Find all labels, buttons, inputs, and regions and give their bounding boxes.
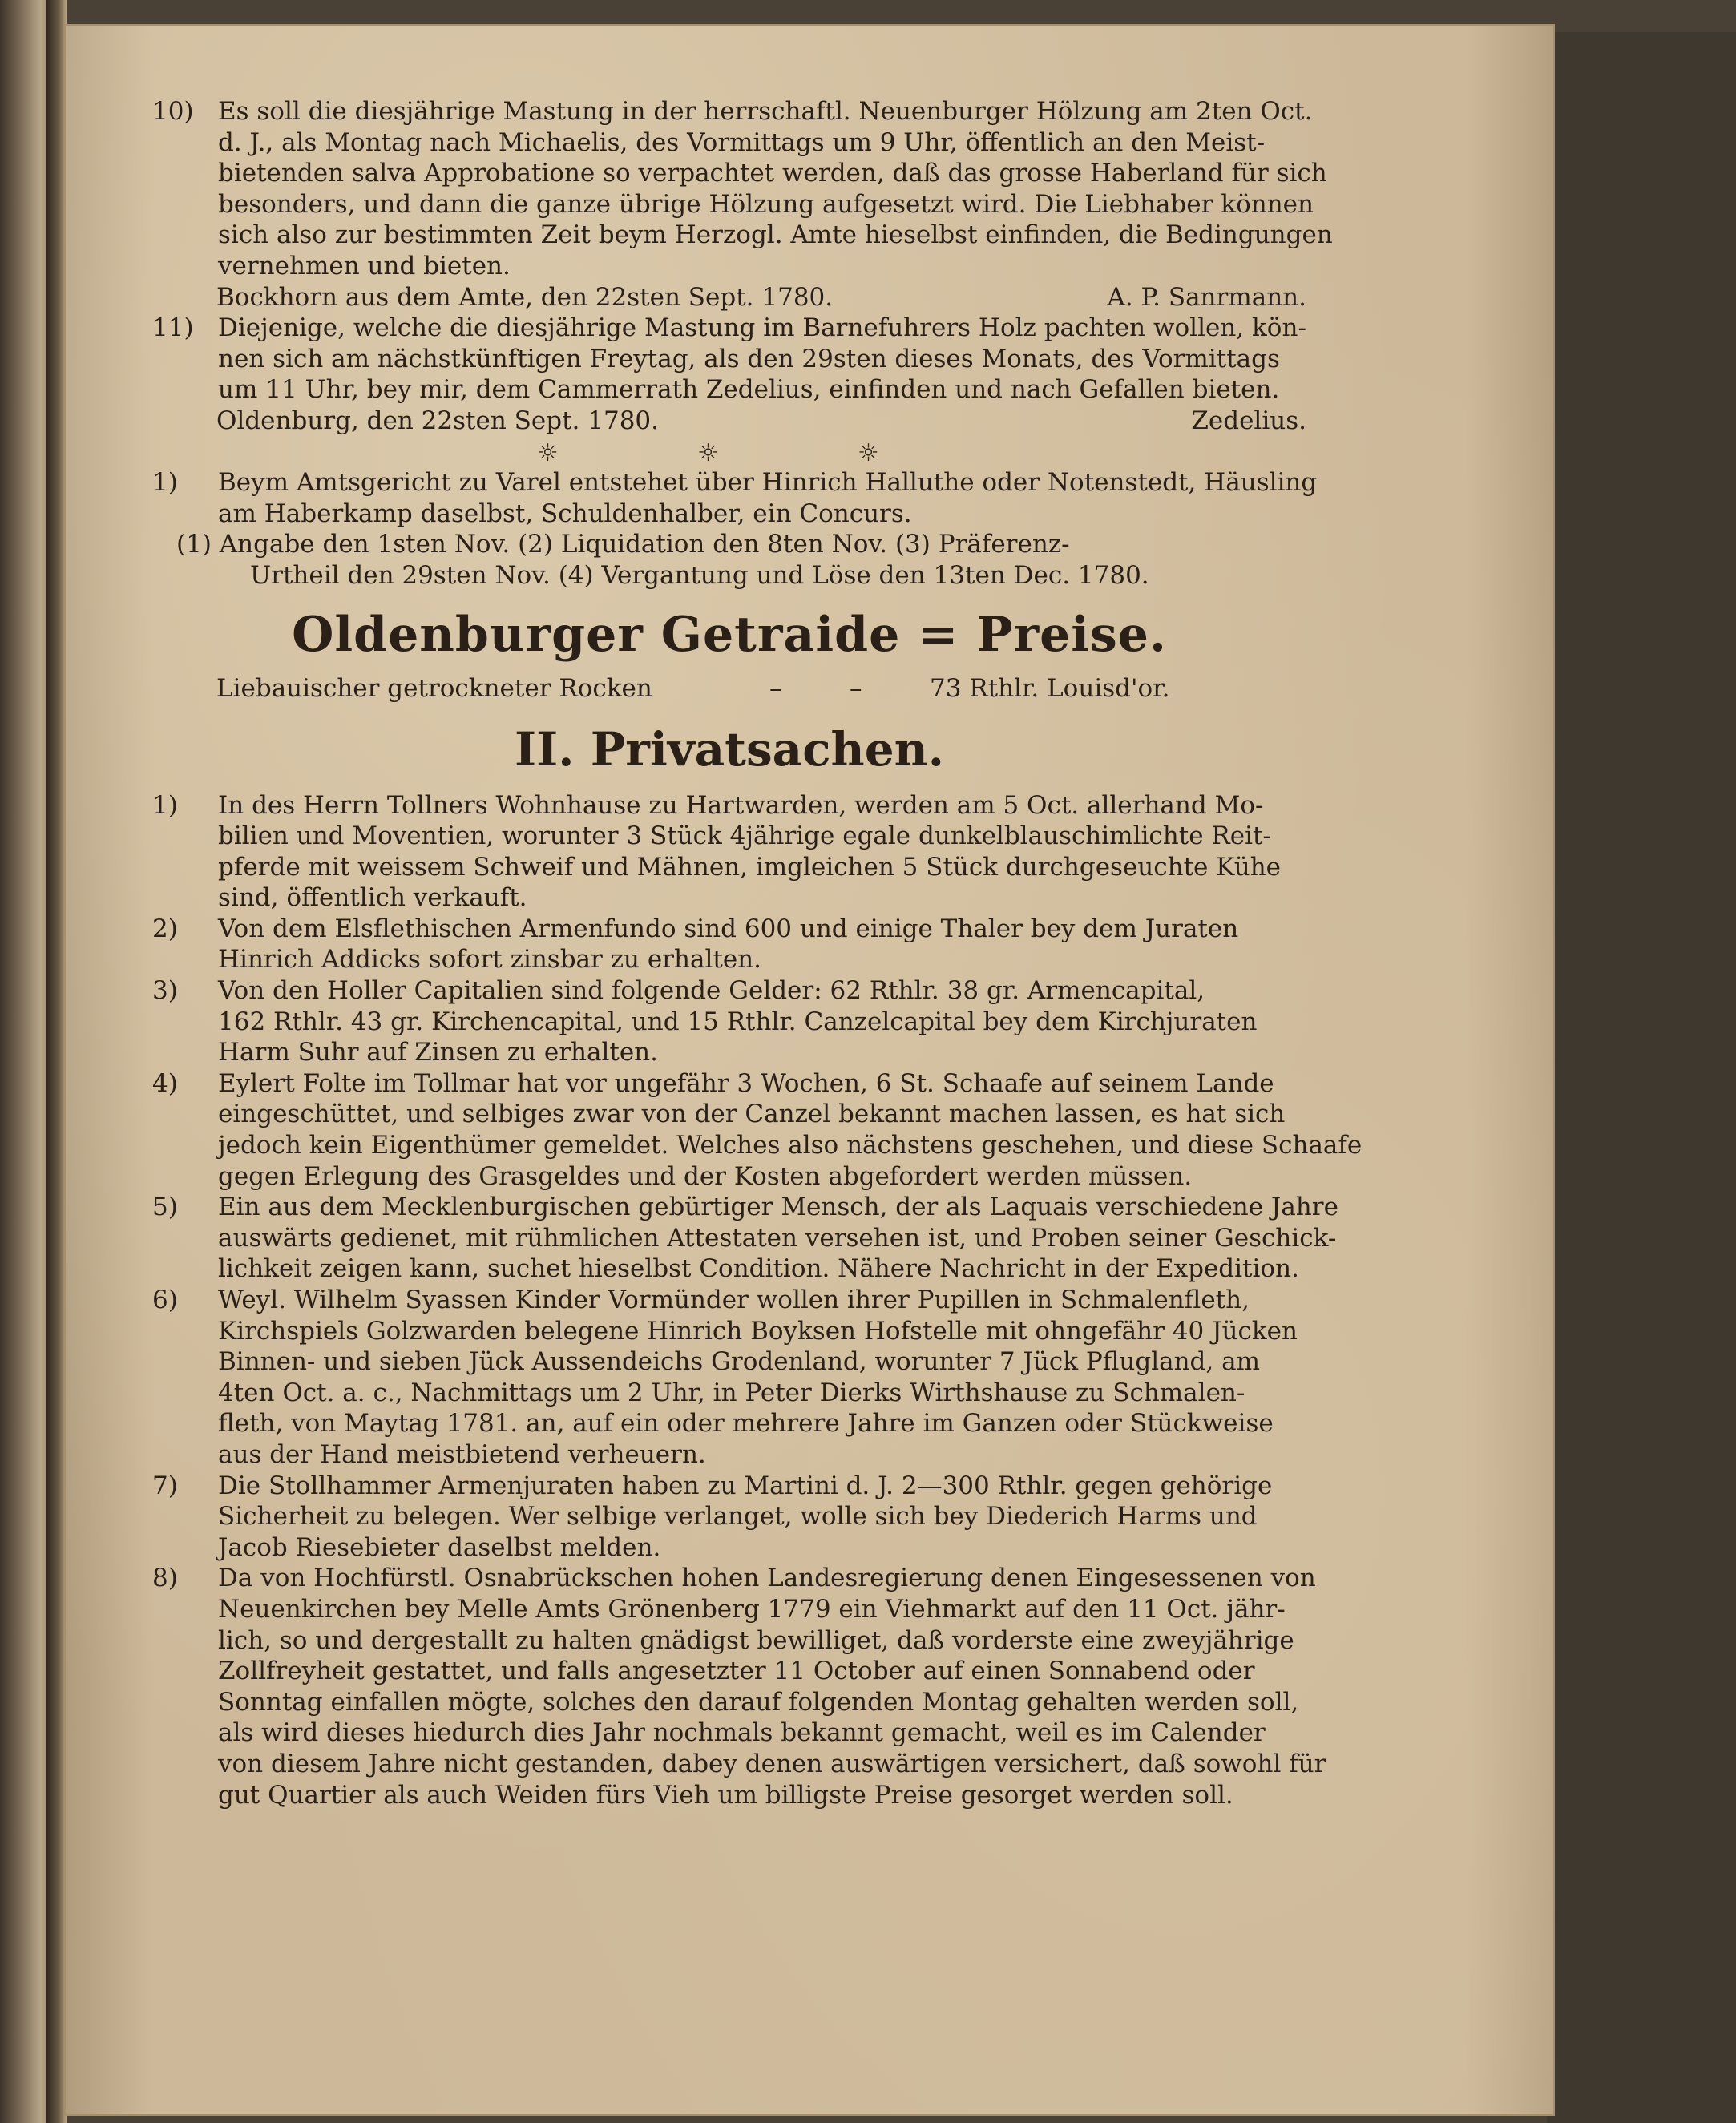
text-line: Weyl. Wilhelm Syassen Kinder Vormünder wollen ihrer Pupillen in Schmalenfleth, [218, 1286, 1250, 1314]
notice-11-signature [152, 406, 1306, 437]
private-item-3 [152, 975, 1306, 1068]
text-line: Eylert Folte im Tollmar hat vor ungefähr 3 Wochen, 6 St. Schaafe auf seinem Lande [218, 1068, 1274, 1098]
grain-price: 73 Rthlr. Louisd'or. [930, 673, 1170, 703]
private-item-4 [152, 1068, 1363, 1192]
text-line: von diesem Jahre nicht gestanden, dabey denen auswärtigen versichert, daß sowohl für [218, 1749, 1326, 1778]
text-line: Sicherheit zu belegen. Wer selbige verlanget, wolle sich bey Diederich Harms und [218, 1502, 1258, 1532]
text-line: lich, so und dergestallt zu halten gnädigst bewilliget, daß vorderste eine zweyjährige [218, 1625, 1294, 1655]
text-line: Da von Hochfürstl. Osnabrückschen hohen Landesregierung denen Eingesessenen von [218, 1564, 1316, 1593]
background-edge [1547, 32, 1736, 2123]
text-line: Zollfreyheit gestattet, und falls angesetzter 11 October auf einen Sonnabend oder [218, 1657, 1255, 1686]
signature-place-date: Bockhorn aus dem Amte, den 22sten Sept. 1780. [216, 282, 834, 312]
text-line: vernehmen und bieten. [218, 251, 511, 281]
text-line: sind, öffentlich verkauft. [218, 883, 527, 913]
text-line: um 11 Uhr, bey mir, dem Cammerrath Zedelius, einfinden und nach Gefallen bieten. [218, 375, 1280, 405]
dash: – [850, 673, 862, 703]
notice-number: 7) [152, 1471, 178, 1500]
text-line: jedoch kein Eigenthümer gemeldet. Welches also nächstens geschehen, und diese Schaafe [218, 1131, 1363, 1160]
notice-number: 8) [152, 1564, 178, 1593]
text-line: Sonntag einfallen mögte, solches den darauf folgenden Montag gehalten werden soll, [218, 1687, 1299, 1717]
text-line: gut Quartier als auch Weiden fürs Vieh um billigste Preise gesorget werden soll. [218, 1780, 1233, 1810]
text-line: am Haberkamp daselbst, Schuldenhalber, ein Concurs. [218, 498, 912, 528]
signature-name: A. P. Sanrmann. [1107, 282, 1306, 312]
facing-page-edge [0, 0, 51, 2123]
text-line: Die Stollhammer Armenjuraten haben zu Martini d. J. 2—300 Rthlr. gegen gehörige [218, 1471, 1273, 1500]
private-item-6 [152, 1285, 1306, 1471]
signature-name: Zedelius. [1191, 406, 1306, 435]
text-line: eingeschüttet, und selbiges zwar von der Canzel bekannt machen lassen, es hat sich [218, 1100, 1286, 1129]
text-line: Es soll die diesjährige Mastung in der herrschaftl. Neuenburger Hölzung am 2ten Oct. [218, 97, 1313, 126]
text-line: Neuenkirchen bey Melle Amts Grönenberg 1779 ein Viehmarkt auf den 11 Oct. jähr- [218, 1594, 1286, 1624]
text-line: Jacob Riesebieter daselbst melden. [218, 1532, 661, 1562]
notice-number: 1) [152, 468, 178, 498]
private-item-8 [152, 1563, 1326, 1810]
private-item-7 [152, 1471, 1306, 1564]
text-line: Von dem Elsflethischen Armenfundo sind 600 und einige Thaler bey dem Juraten [218, 914, 1239, 943]
text-line: besonders, und dann die ganze übrige Hölzung aufgesetzt wird. Die Liebhaber können [218, 189, 1314, 219]
text-line: In des Herrn Tollners Wohnhause zu Hartwarden, werden am 5 Oct. allerhand Mo- [218, 790, 1264, 820]
text-line: nen sich am nächstkünftigen Freytag, als den 29sten dieses Monats, des Vormittags [218, 344, 1280, 373]
grain-price-row [152, 673, 1306, 705]
ornament-divider [152, 437, 1306, 468]
text-line: aus der Hand meistbietend verheuern. [218, 1439, 706, 1469]
text-line: gegen Erlegung des Grasgeldes und der Kosten abgefordert werden müssen. [218, 1161, 1193, 1191]
text-line: Diejenige, welche die diesjährige Mastung im Barnefuhrers Holz pachten wollen, kön- [218, 313, 1306, 343]
text-line: d. J., als Montag nach Michaelis, des Vormittags um 9 Uhr, öffentlich an den Meist- [218, 127, 1266, 157]
private-item-1 [152, 790, 1306, 914]
notice-10-signature [152, 282, 1306, 313]
notice-number: 6) [152, 1286, 178, 1314]
private-section-heading: II. Privatsachen. [515, 721, 944, 777]
sun-ornament-icon: ☼ [537, 438, 559, 467]
text-line: als wird dieses hiedurch dies Jahr nochmals bekannt gemacht, weil es im Calender [218, 1718, 1266, 1748]
sun-ornament-icon: ☼ [697, 438, 719, 467]
text-line: bilien und Moventien, worunter 3 Stück 4jährige egale dunkelblauschimlichte Reit- [218, 821, 1271, 851]
text-line: 4ten Oct. a. c., Nachmittags um 2 Uhr, in Peter Dierks Wirthshause zu Schmalen- [218, 1378, 1245, 1407]
text-line: 162 Rthlr. 43 gr. Kirchencapital, und 15 Rthlr. Canzelcapital bey dem Kirchjuraten [218, 1007, 1258, 1036]
text-line: sich also zur bestimmten Zeit beym Herzogl. Amte hieselbst einfinden, die Bedingungen [218, 220, 1333, 250]
notice-number: 5) [152, 1193, 178, 1222]
text-line: fleth, von Maytag 1781. an, auf ein oder mehrere Jahre im Ganzen oder Stückweise [218, 1409, 1274, 1439]
notice-number: 1) [152, 790, 178, 820]
private-item-2 [152, 914, 1306, 975]
notice-number: 2) [152, 914, 178, 943]
notice-number: 10) [152, 97, 194, 126]
notice-11 [152, 313, 1306, 406]
grain-prices-heading: Oldenburger Getraide = Preise. [292, 606, 1167, 663]
text-line: Harm Suhr auf Zinsen zu erhalten. [218, 1038, 658, 1068]
concurs-notice [152, 467, 1318, 529]
notice-10 [152, 96, 1333, 282]
notice-number: 4) [152, 1068, 178, 1098]
text-line: lichkeit zeigen kann, suchet hieselbst Condition. Nähere Nachricht in der Expedition. [218, 1254, 1299, 1284]
concurs-schedule-line: Urtheil den 29sten Nov. (4) Vergantung und Löse den 13ten Dec. 1780. [250, 560, 1149, 590]
dash: – [769, 673, 782, 703]
concurs-schedule-line: (1) Angabe den 1sten Nov. (2) Liquidation den 8ten Nov. (3) Präferenz- [176, 530, 1070, 559]
text-line: pferde mit weissem Schweif und Mähnen, imgleichen 5 Stück durchgeseuchte Kühe [218, 852, 1282, 882]
notice-number: 11) [152, 313, 194, 343]
notice-number: 3) [152, 976, 178, 1006]
text-line: Ein aus dem Mecklenburgischen gebürtiger Mensch, der als Laquais verschiedene Jahre [218, 1193, 1338, 1222]
signature-place-date: Oldenburg, den 22sten Sept. 1780. [216, 406, 659, 435]
text-line: Binnen- und sieben Jück Aussendeichs Grodenland, worunter 7 Jück Pflugland, am [218, 1347, 1260, 1377]
text-line: bietenden salva Approbatione so verpachtet werden, daß das grosse Haberland für sich [218, 159, 1327, 188]
text-line: Beym Amtsgericht zu Varel entstehet über Hinrich Halluthe oder Notenstedt, Häusling [218, 468, 1318, 498]
private-item-5 [152, 1192, 1338, 1285]
text-line: auswärts gedienet, mit rühmlichen Attestaten versehen ist, und Proben seiner Geschick- [218, 1223, 1337, 1253]
page-text [152, 96, 1363, 1810]
sun-ornament-icon: ☼ [858, 438, 879, 467]
text-line: Kirchspiels Golzwarden belegene Hinrich Boyksen Hofstelle mit ohngefähr 40 Jücken [218, 1316, 1298, 1346]
text-line: Von den Holler Capitalien sind folgende Gelder: 62 Rthlr. 38 gr. Armencapital, [218, 976, 1205, 1006]
text-line: Hinrich Addicks sofort zinsbar zu erhalten. [218, 945, 761, 975]
grain-item: Liebauischer getrockneter Rocken [216, 673, 652, 703]
